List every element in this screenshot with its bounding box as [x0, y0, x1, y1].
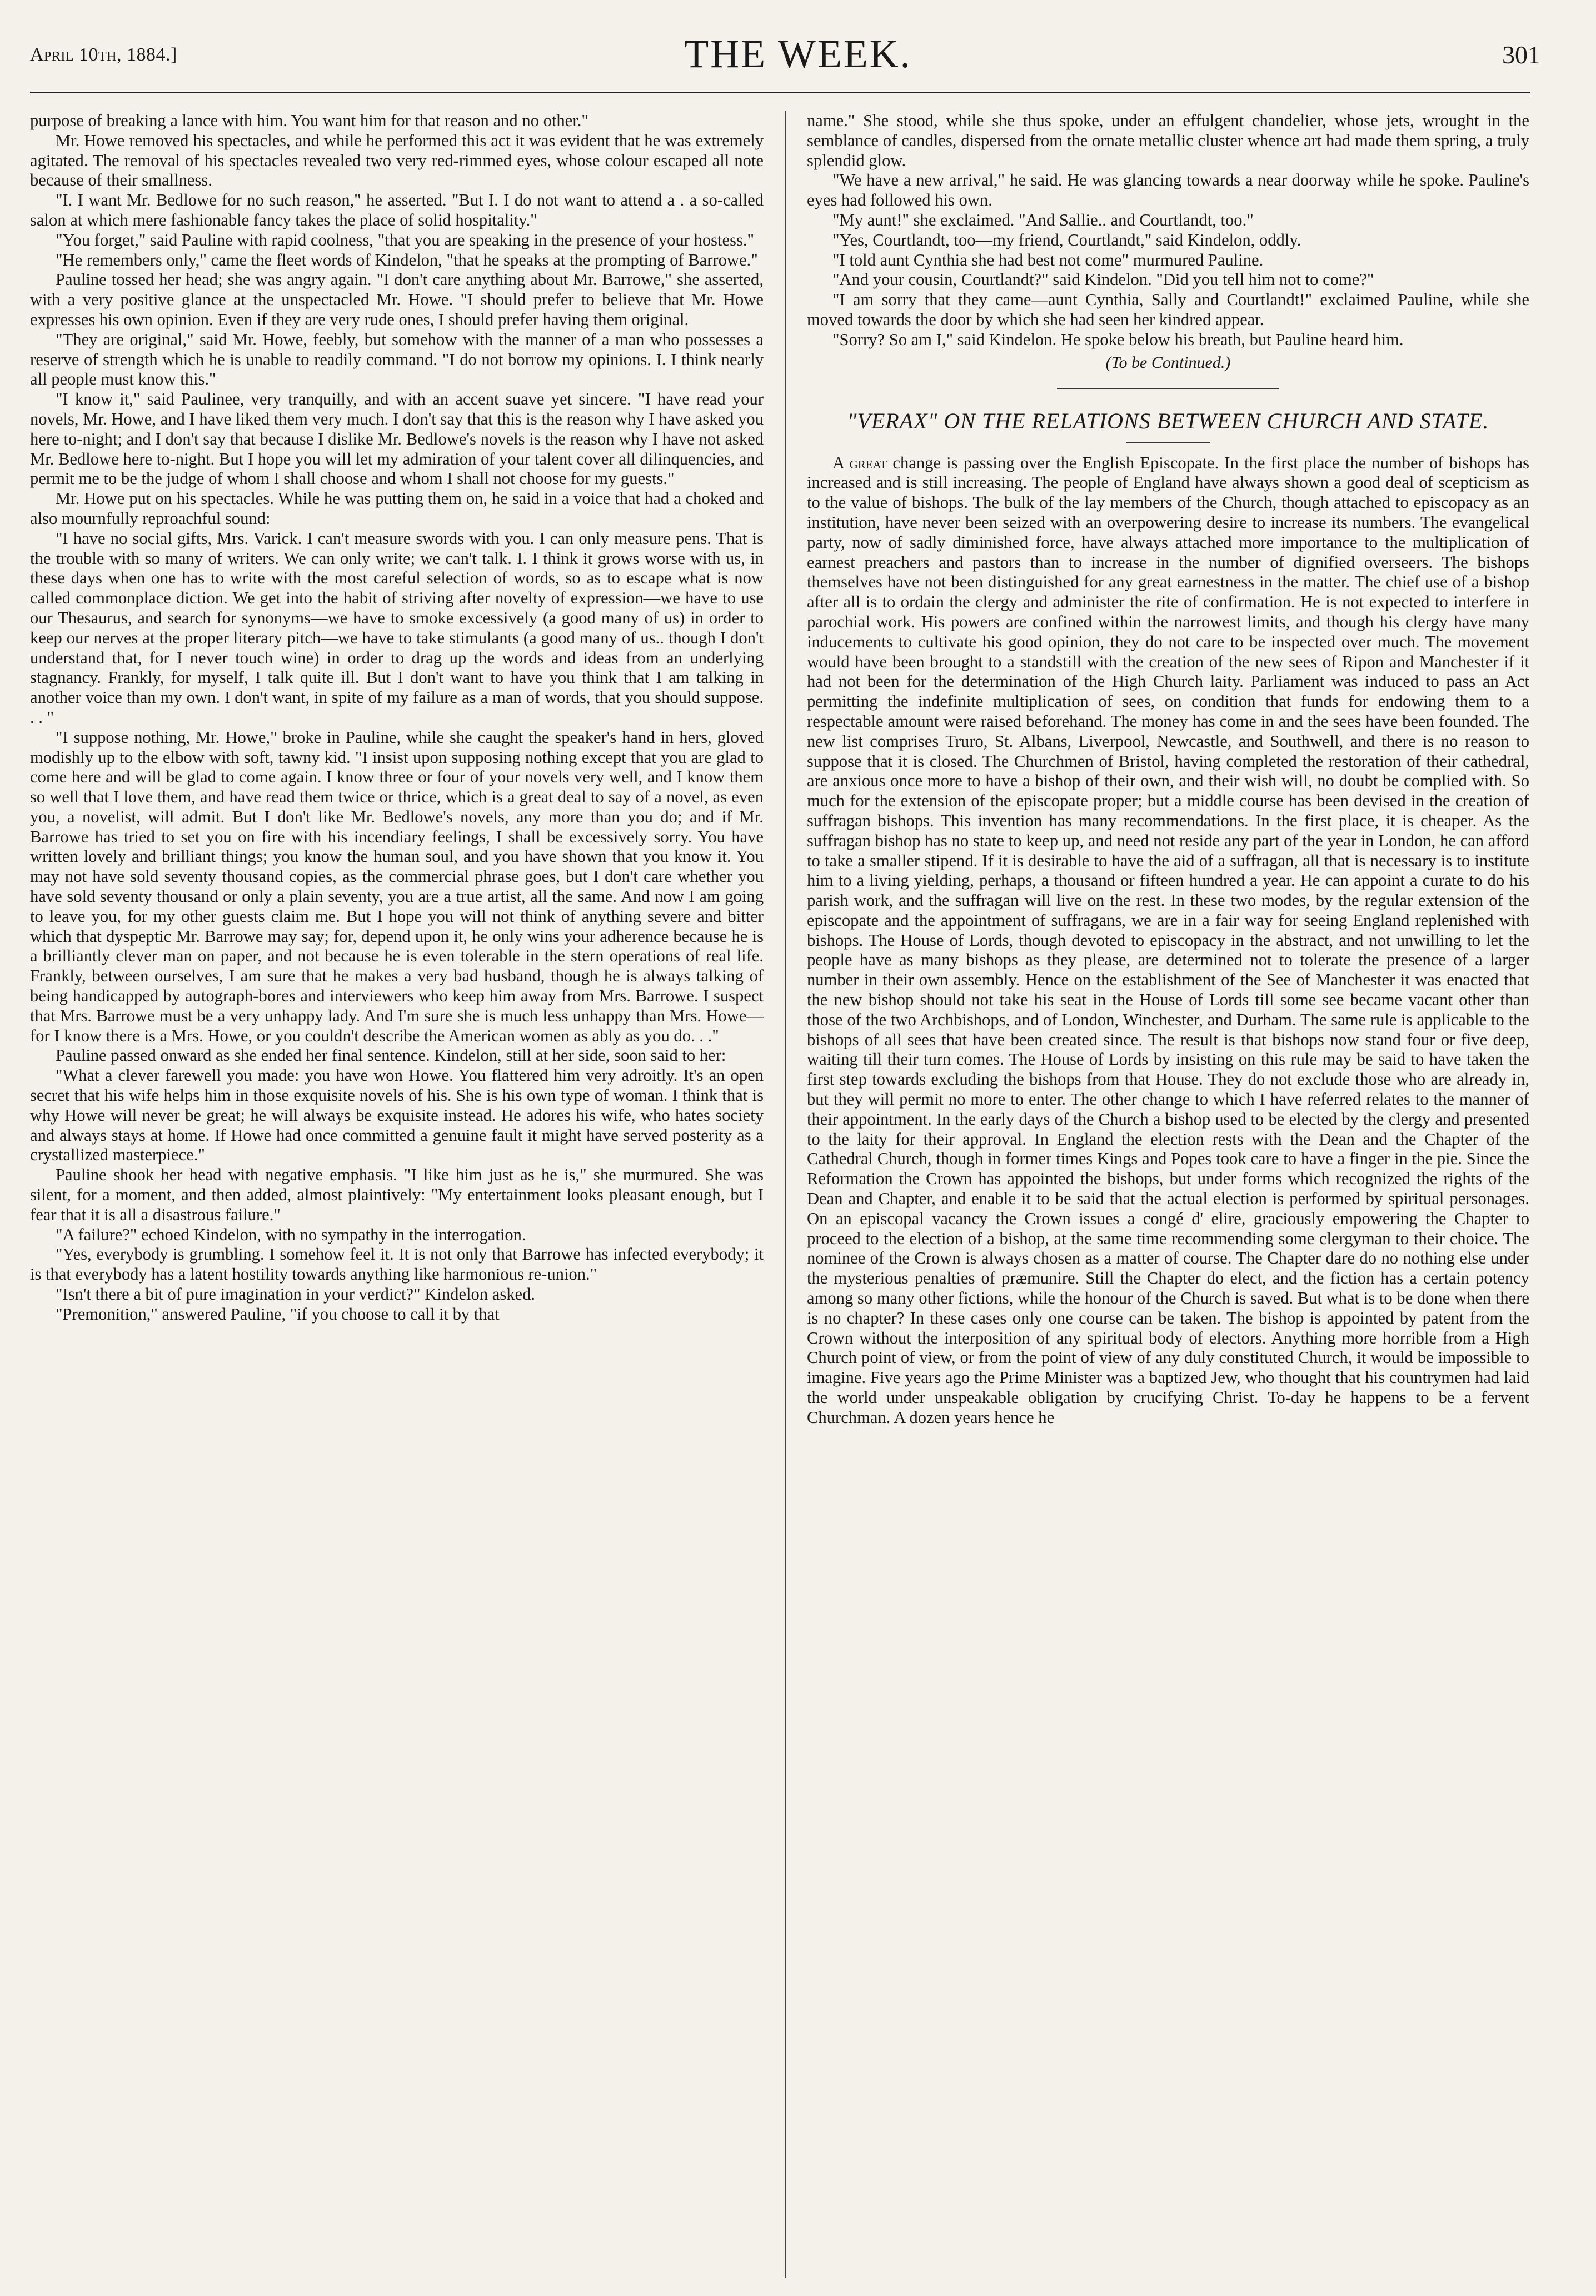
paragraph: "We have a new arrival," he said. He was glancing towards a near doorway while he spoke. Pauline's eyes had followed his own. — [807, 171, 1529, 210]
paragraph: "I have no social gifts, Mrs. Varick. I can't measure swords with you. I can only measure pens. That is the trouble with so many of writers. We can only write; we can't talk. I. I think it grows worse with us, in these days when one has to write with the most careful selection of words, so as to escape what is now called commonplace diction. We get into the habit of striving after novelty of expression—we have to use our Thesaurus, and search for synonyms—we have to smoke excessively (a good many of us) in order to keep our nerves at the proper literary pitch—we have to take stimulants (a good many of us.. though I don't understand that, for I never touch wine) in order to drag up the words and ideas from an underlying stagnancy. Frankly, for myself, I talk quite ill. But I don't want to have you think that I am talking in another voice than my own. I don't want, in spite of my failure as a man of words, that you should suppose. . . " — [30, 528, 764, 727]
paragraph: "Isn't there a bit of pure imagination in your verdict?" Kindelon asked. — [56, 1285, 536, 1304]
article-text: change is passing over the English Episcopate. In the first place the number of bishops has increased and is still increasing. The people of England have always shown a good deal of scepticism as to the value of bishops. The bulk of the lay members of the Church, though attached to episcopacy as an institution, have never been seized with an overpowering desire to increase its numbers. The evangelical party, now of sadly diminished force, have always attached more importance to the multiplication of earnest preachers and pastors than to increase in the number of dignified overseers. The bishops themselves have not been distinguished for any great earnestness in the matter. The chief use of a bishop after all is to ordain the clergy and administer the rite of confirmation. He is not expected to interfere in parochial work. His powers are confined within the narrowest limits, and though his clergy have many inducements to cultivate his good opinion, they do not care to be inspected over much. The movement would have been brought to a standstill with the creation of the new sees of Ripon and Manchester if it had not been for the determination of the High Church laity. Parliament was induced to pass an Act permitting the indefinite multiplication of sees, on condition that funds for endowing them to a respectable amount were raised beforehand. The money has come in and the sees have been founded. The new list comprises Truro, St. Albans, Liverpool, Newcastle, and Southwell, and there is no reason to suppose that it is closed. The Churchmen of Bristol, having completed the restoration of their cathedral, are anxious once more to have a bishop of their own, and their wish will, no doubt be complied with. So much for the extension of the episcopate proper; but a middle course has been devised in the creation of suffragan bishops. This invention has many recommendations. In the first place, it is cheaper. As the suffragan bishop has no state to keep up, and need not reside any part of the year in London, he can afford to take a smaller stipend. If it is desirable to have the aid of a suffragan, all that is necessary is to institute him to a living yielding, perhaps, a thousand or fifteen hundred a year. He can appoint a curate to do his parish work, and the suffragan will live on the rest. In these two modes, by the regular extension of the episcopate and the appointment of suffragans, we are in a fair way for seeing England replenished with bishops. The House of Lords, though devoted to episcopacy in the abstract, and not unwilling to let the people have as many bishops as they please, are determined not to tolerate the presence of a larger number in their own assembly. Hence on the establishment of the See of Manchester it was enacted that the new bishop should not take his seat in the House of Lords till some see became vacant other than those of the two Archbishops, and of London, Winchester, and Durham. The same rule is applicable to the bishops of all sees that have been created since. The result is that bishops now stand four or five deep, waiting till their turn comes. The House of Lords by insisting on this rule may be said to have taken the first step towards excluding the bishops from that House. They do not exclude those who are already in, but they will permit no more to enter. The other change to which I have referred relates to the manner of their appointment. In the early days of the Church a bishop used to be elected by the clergy and presented to the laity for their approval. In England the election rests with the Dean and the Chapter of the Cathedral Church, though in former times Kings and Popes took care to have a finger in the pie. Since the Reformation the Crown has appointed the bishops, but under forms which recognized the rights of the Dean and Chapter, and enable it to be said that the actual election is performed by spiritual personages. On an episcopal vacancy the Crown issues a congé d' elire, graciously empowering the Chapter to proceed to the election of a bishop, at the same time recommending some clergyman to their choice. The nominee of the Crown is always chosen as a matter of course. The Chapter dare do no nothing else under the mysterious penalties of præmunire. Still the Chapter do elect, and the fiction has a certain potency among so many other fictions, while the honour of the Church is saved. But what is to be done when there is no chapter? In these cases only one course can be taken. The bishop is appointed by patent from the Crown without the interposition of any spiritual body of electors. Anything more horrible from a High Church point of view, or from the point of view of any duly constituted Church, it would be impossible to imagine. Five years ago the Prime Minister was a baptized Jew, who thought that his countrymen had laid the world under unspeakable obligation by crucifying Christ. To-day he happens to be a fervent Churchman. A dozen years hence he — [807, 453, 1529, 1427]
issue-date: April 10th, 1884.] — [30, 44, 177, 65]
paragraph: Pauline shook her head with negative emphasis. "I like him just as he is," she murmured. She was silent, for a moment, and then added, almost plaintively: "My entertainment looks pleasant enough, but I fear that it is all a disastrous failure." — [30, 1165, 764, 1224]
paragraph: "They are original," said Mr. Howe, feebly, but somehow with the manner of a man who possesses a reserve of strength which he is unable to readily command. "I do not borrow my opinions. I. I think nearly all people must know this." — [30, 330, 764, 389]
paragraph: "I am sorry that they came—aunt Cynthia, Sally and Courtlandt!" exclaimed Pauline, while she moved towards the door by which she had seen her kindred appear. — [807, 290, 1529, 329]
header-rule — [30, 92, 1530, 93]
paragraph: "You forget," said Pauline with rapid coolness, "that you are speaking in the presence of your hostess." — [56, 230, 755, 249]
right-column — [807, 111, 1529, 2267]
section-rule — [1057, 388, 1279, 389]
lead-word: A great — [832, 453, 887, 472]
paragraph: "Premonition," answered Pauline, "if you choose to call it by that — [56, 1304, 500, 1324]
paragraph: "A failure?" echoed Kindelon, with no sympathy in the interrogation. — [56, 1225, 526, 1244]
title-rule — [1126, 442, 1210, 443]
paragraph: Mr. Howe removed his spectacles, and while he performed this act it was evident that he was extremely agitated. The removal of his spectacles revealed two very red-rimmed eyes, whose colour escaped all note because of their smallness. — [30, 131, 764, 190]
paragraph: "Sorry? So am I," said Kindelon. He spoke below his breath, but Pauline heard him. — [832, 330, 1404, 349]
paragraph: purpose of breaking a lance with him. You want him for that reason and no other." — [30, 111, 588, 130]
paragraph: name." She stood, while she thus spoke, under an effulgent chandelier, whose jets, wrought in the semblance of candles, dispersed from the ornate metallic cluster whence art had made them spring, a truly splendid glow. — [807, 111, 1529, 170]
column-divider — [785, 111, 786, 2278]
paragraph: "I told aunt Cynthia she had best not come" murmured Pauline. — [832, 250, 1264, 269]
paragraph: "I. I want Mr. Bedlowe for no such reason," he asserted. "But I. I do not want to attend a . a so-called salon at which mere fashionable fancy takes the place of solid hospitality." — [30, 191, 764, 229]
paragraph: Mr. Howe put on his spectacles. While he was putting them on, he said in a voice that had a choked and also mournfully reproachful sound: — [30, 489, 764, 528]
paragraph: "Yes, Courtlandt, too—my friend, Courtlandt," said Kindelon, oddly. — [832, 230, 1301, 249]
paragraph: "I suppose nothing, Mr. Howe," broke in Pauline, while she caught the speaker's hand in hers, gloved modishly up to the elbow with soft, tawny kid. "I insist upon supposing nothing except that you are glad to come here and will be glad to come again. I know three or four of your novels very well, and I know them so well that I love them, and have read them twice or thrice, which is a great deal to say of a novel, as even you, a novelist, will admit. But I don't like Mr. Bedlowe's novels, any more than you do; and if Mr. Barrowe has tried to set you on fire with his incendiary feelings, I shall be excessively sorry. You have written lovely and brilliant things; you know the human soul, and you have shown that you know it. You may not have sold seventy thousand copies, as the commercial phrase goes, but I don't care whether you have sold seventy thousand or only a plain seventy, you are a true artist, all the same. And now I am going to leave you, for my other guests claim me. But I hope you will not think of anything severe and bitter which that dyspeptic Mr. Barrowe may say; for, depend upon it, he only wins your adherence because he is a brilliantly clever man on paper, and not because he is even tolerable in the stern operations of real life. Frankly, between ourselves, I am sure that he makes a very bad husband, though he is always talking of being handicapped by autograph-bores and interviewers who keep him away from Mrs. Barrowe. I suspect that Mrs. Barrowe must be a very unhappy lady. And I'm sure she is much less unhappy than Mrs. Howe—for I know there is a Mrs. Howe, or you couldn't describe the American women as ably as you do. . ." — [30, 727, 764, 1045]
paragraph: "He remembers only," came the fleet words of Kindelon, "that he speaks at the prompting of Barrowe." — [56, 250, 758, 269]
paragraph: "My aunt!" she exclaimed. "And Sallie.. and Courtlandt, too." — [832, 210, 1254, 229]
page-number: 301 — [1502, 41, 1540, 69]
masthead-title: THE WEEK. — [684, 32, 912, 76]
left-column — [30, 111, 764, 2267]
article-title: "VERAX" ON THE RELATIONS BETWEEN CHURCH AND STATE. — [847, 408, 1489, 433]
paragraph: Pauline tossed her head; she was angry again. "I don't care anything about Mr. Barrowe," she asserted, with a very positive glance at the unspectacled Mr. Howe. "I should prefer to believe that Mr. Howe expresses his own opinion. Even if they are very rude ones, I should prefer having them original. — [30, 270, 764, 329]
paragraph: "I know it," said Paulinee, very tranquilly, and with an accent suave yet sincere. "I have read your novels, Mr. Howe, and I have liked them very much. I don't say that this is the reason why I have asked you here to-night; and I don't say that because I dislike Mr. Bedlowe's novels is the reason why I have not asked Mr. Bedlowe here to-night. But I hope you will let my admiration of your talent cover all dilinquencies, and permit me to be the judge of whom I shall choose and whom I shall not choose for my guests." — [30, 390, 764, 488]
paragraph: "And your cousin, Courtlandt?" said Kindelon. "Did you tell him not to come?" — [832, 270, 1374, 290]
paragraph: Pauline passed onward as she ended her final sentence. Kindelon, still at her side, soon said to her: — [56, 1046, 726, 1065]
article-paragraph — [807, 453, 1529, 1428]
to-be-continued: (To be Continued.) — [1105, 353, 1231, 372]
paragraph: "Yes, everybody is grumbling. I somehow feel it. It is not only that Barrowe has infected everybody; it is that everybody has a latent hostility towards anything like harmonious re-union." — [30, 1245, 764, 1284]
paragraph: "What a clever farewell you made: you have won Howe. You flattered him very adroitly. It's an open secret that his wife helps him in those exquisite novels of his. She is his own type of woman. I think that is why Howe will never be great; he will always be exquisite instead. He adores his wife, who hates society and always stays at home. If Howe had once committed a genuine fault it might have served posterity as a crystallized masterpiece." — [30, 1066, 764, 1165]
